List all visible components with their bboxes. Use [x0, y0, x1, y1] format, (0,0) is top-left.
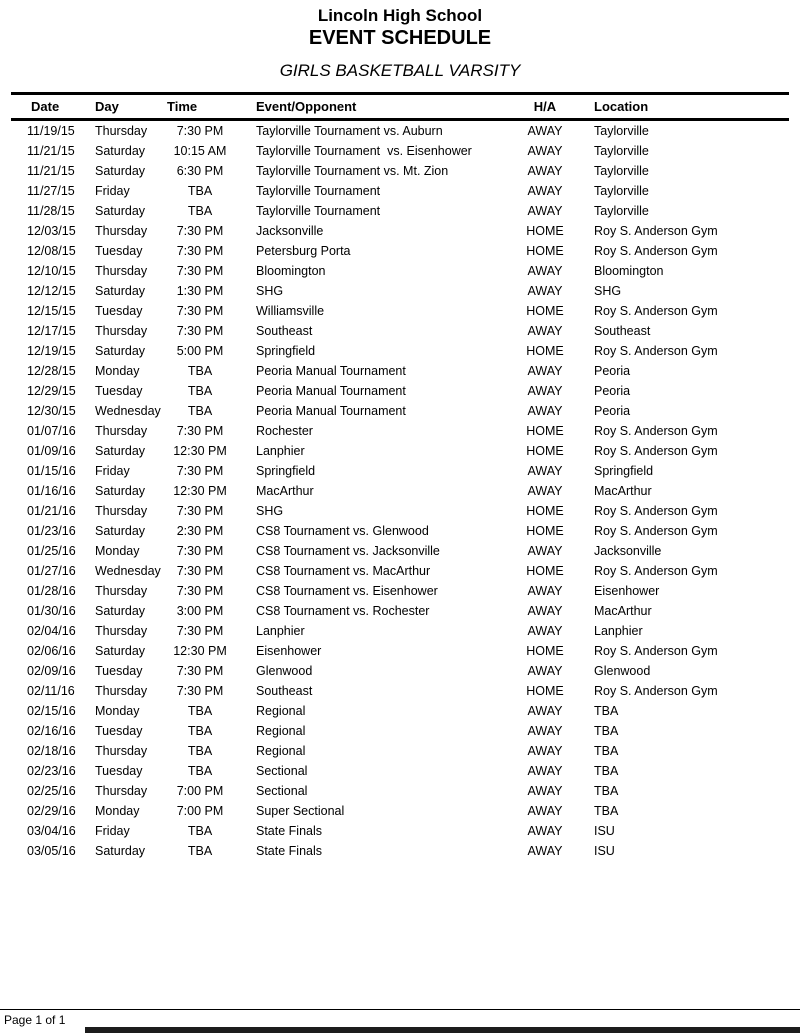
- cell-location: Roy S. Anderson Gym: [594, 523, 718, 538]
- schedule-row: [11, 781, 789, 801]
- cell-location: Roy S. Anderson Gym: [594, 243, 718, 258]
- cell-time: 2:30 PM: [176, 523, 224, 538]
- cell-location: TBA: [594, 703, 619, 718]
- schedule-row: [11, 221, 789, 241]
- column-header-ha: H/A: [509, 93, 581, 119]
- cell-day: Friday: [95, 183, 130, 198]
- cell-ha: AWAY: [527, 623, 563, 638]
- schedule-row: [11, 521, 789, 541]
- cell-day: Monday: [95, 543, 140, 558]
- schedule-row: [11, 421, 789, 441]
- cell-ha: HOME: [526, 423, 564, 438]
- cell-ha: AWAY: [527, 803, 563, 818]
- cell-location: ISU: [594, 843, 615, 858]
- cell-date: 01/07/16: [27, 423, 76, 438]
- cell-time: 7:30 PM: [176, 663, 224, 678]
- schedule-row: [11, 241, 789, 261]
- cell-location: Roy S. Anderson Gym: [594, 503, 718, 518]
- schedule-row: [11, 401, 789, 421]
- cell-day: Thursday: [95, 623, 148, 638]
- cell-location: MacArthur: [594, 603, 652, 618]
- cell-event: Lanphier: [256, 443, 305, 458]
- schedule-row: [11, 681, 789, 701]
- cell-date: 02/16/16: [27, 723, 76, 738]
- cell-ha: HOME: [526, 503, 564, 518]
- cell-time: 5:00 PM: [176, 343, 224, 358]
- schedule-row: [11, 341, 789, 361]
- cell-event: CS8 Tournament vs. Glenwood: [256, 523, 429, 538]
- cell-date: 02/06/16: [27, 643, 76, 658]
- cell-day: Saturday: [95, 483, 146, 498]
- cell-event: CS8 Tournament vs. Eisenhower: [256, 583, 438, 598]
- cell-ha: AWAY: [527, 783, 563, 798]
- column-header-event: Event/Opponent: [241, 93, 509, 119]
- cell-date: 01/16/16: [27, 483, 76, 498]
- column-header-time: Time: [159, 93, 241, 119]
- cell-event: SHG: [256, 503, 284, 518]
- cell-location: Roy S. Anderson Gym: [594, 563, 718, 578]
- cell-location: Peoria: [594, 403, 631, 418]
- cell-location: Taylorville: [594, 203, 649, 218]
- cell-day: Thursday: [95, 503, 148, 518]
- cell-day: Tuesday: [95, 723, 143, 738]
- cell-time: 12:30 PM: [173, 483, 227, 498]
- cell-ha: AWAY: [527, 323, 563, 338]
- schedule-row: [11, 641, 789, 661]
- cell-location: ISU: [594, 823, 615, 838]
- cell-event: Southeast: [256, 323, 313, 338]
- cell-location: SHG: [594, 283, 622, 298]
- cell-event: State Finals: [256, 823, 323, 838]
- cell-ha: AWAY: [527, 823, 563, 838]
- cell-day: Saturday: [95, 603, 146, 618]
- cell-day: Monday: [95, 803, 140, 818]
- cell-ha: HOME: [526, 223, 564, 238]
- schedule-row: [11, 119, 789, 141]
- cell-event: Jacksonville: [256, 223, 324, 238]
- cell-date: 01/28/16: [27, 583, 76, 598]
- table-body: [11, 119, 789, 861]
- cell-location: Glenwood: [594, 663, 651, 678]
- cell-time: TBA: [187, 763, 213, 778]
- cell-date: 01/09/16: [27, 443, 76, 458]
- cell-location: TBA: [594, 763, 619, 778]
- schedule-row: [11, 581, 789, 601]
- cell-location: Peoria: [594, 383, 631, 398]
- cell-ha: AWAY: [527, 283, 563, 298]
- cell-date: 12/29/15: [27, 383, 76, 398]
- team-subtitle: GIRLS BASKETBALL VARSITY: [279, 61, 521, 81]
- cell-time: 7:30 PM: [176, 323, 224, 338]
- schedule-row: [11, 301, 789, 321]
- schedule-row: [11, 621, 789, 641]
- cell-date: 01/15/16: [27, 463, 76, 478]
- cell-time: 7:30 PM: [176, 563, 224, 578]
- cell-day: Monday: [95, 363, 140, 378]
- cell-time: TBA: [187, 183, 213, 198]
- cell-date: 12/12/15: [27, 283, 76, 298]
- cell-location: TBA: [594, 803, 619, 818]
- cell-event: Taylorville Tournament vs. Mt. Zion: [256, 163, 449, 178]
- cell-location: Peoria: [594, 363, 631, 378]
- cell-day: Thursday: [95, 423, 148, 438]
- cell-ha: HOME: [526, 523, 564, 538]
- cell-time: TBA: [187, 703, 213, 718]
- cell-date: 02/15/16: [27, 703, 76, 718]
- cell-date: 02/09/16: [27, 663, 76, 678]
- cell-ha: HOME: [526, 643, 564, 658]
- cell-date: 02/23/16: [27, 763, 76, 778]
- schedule-row: [11, 381, 789, 401]
- cell-location: MacArthur: [594, 483, 652, 498]
- cell-location: Taylorville: [594, 183, 649, 198]
- cell-ha: AWAY: [527, 603, 563, 618]
- page-footer: [0, 1009, 800, 1027]
- cell-ha: AWAY: [527, 403, 563, 418]
- schedule-row: [11, 721, 789, 741]
- cell-location: Roy S. Anderson Gym: [594, 443, 718, 458]
- cell-time: TBA: [187, 363, 213, 378]
- cell-location: Springfield: [594, 463, 654, 478]
- cell-time: 7:00 PM: [176, 783, 224, 798]
- cell-event: Bloomington: [256, 263, 326, 278]
- cell-date: 02/04/16: [27, 623, 76, 638]
- cell-event: Peoria Manual Tournament: [256, 363, 406, 378]
- schedule-row: [11, 541, 789, 561]
- cell-time: TBA: [187, 203, 213, 218]
- table-header: [11, 93, 789, 119]
- schedule-row: [11, 561, 789, 581]
- cell-date: 01/23/16: [27, 523, 76, 538]
- cell-ha: HOME: [526, 443, 564, 458]
- cell-day: Saturday: [95, 443, 146, 458]
- cell-day: Monday: [95, 703, 140, 718]
- schedule-row: [11, 281, 789, 301]
- cell-day: Saturday: [95, 283, 146, 298]
- cell-ha: HOME: [526, 343, 564, 358]
- cell-event: Peoria Manual Tournament: [256, 403, 406, 418]
- cell-day: Saturday: [95, 643, 146, 658]
- cell-date: 12/10/15: [27, 263, 76, 278]
- cell-day: Saturday: [95, 163, 146, 178]
- cell-ha: HOME: [526, 563, 564, 578]
- cell-event: Springfield: [256, 463, 316, 478]
- cell-date: 01/25/16: [27, 543, 76, 558]
- cell-date: 02/18/16: [27, 743, 76, 758]
- cell-ha: AWAY: [527, 183, 563, 198]
- cell-date: 12/03/15: [27, 223, 76, 238]
- cell-event: Williamsville: [256, 303, 325, 318]
- schedule-row: [11, 181, 789, 201]
- cell-day: Saturday: [95, 343, 146, 358]
- schedule-row: [11, 481, 789, 501]
- cell-time: 7:30 PM: [176, 243, 224, 258]
- cell-date: 11/28/15: [27, 203, 75, 218]
- cell-day: Thursday: [95, 743, 148, 758]
- cell-date: 11/27/15: [27, 183, 75, 198]
- cell-event: Taylorville Tournament vs. Auburn: [256, 123, 443, 138]
- page-number: Page 1 of 1: [4, 1013, 66, 1027]
- cell-event: Peoria Manual Tournament: [256, 383, 406, 398]
- schedule-row: [11, 601, 789, 621]
- cell-ha: AWAY: [527, 143, 563, 158]
- cell-event: Sectional: [256, 783, 308, 798]
- cell-time: TBA: [187, 843, 213, 858]
- table-header-row: [11, 93, 789, 119]
- cell-location: Roy S. Anderson Gym: [594, 683, 718, 698]
- column-header-day: Day: [87, 93, 159, 119]
- cell-date: 11/21/15: [27, 143, 75, 158]
- cell-location: Taylorville: [594, 163, 649, 178]
- cell-day: Thursday: [95, 123, 148, 138]
- cell-ha: AWAY: [527, 463, 563, 478]
- cell-date: 03/04/16: [27, 823, 76, 838]
- cell-date: 01/30/16: [27, 603, 76, 618]
- cell-time: 7:30 PM: [176, 543, 224, 558]
- schedule-row: [11, 801, 789, 821]
- cell-location: Roy S. Anderson Gym: [594, 303, 718, 318]
- cell-time: 7:30 PM: [176, 683, 224, 698]
- bottom-edge-bar: [85, 1027, 800, 1033]
- cell-day: Wednesday: [95, 403, 161, 418]
- schedule-table: [11, 92, 789, 861]
- cell-event: Springfield: [256, 343, 316, 358]
- cell-time: 7:30 PM: [176, 583, 224, 598]
- cell-event: Taylorville Tournament: [256, 203, 381, 218]
- cell-event: MacArthur: [256, 483, 314, 498]
- schedule-row: [11, 261, 789, 281]
- schedule-row: [11, 141, 789, 161]
- cell-date: 12/30/15: [27, 403, 76, 418]
- cell-location: Roy S. Anderson Gym: [594, 423, 718, 438]
- schedule-row: [11, 701, 789, 721]
- cell-event: SHG: [256, 283, 284, 298]
- cell-event: Regional: [256, 743, 306, 758]
- schedule-row: [11, 321, 789, 341]
- cell-ha: HOME: [526, 683, 564, 698]
- cell-ha: AWAY: [527, 263, 563, 278]
- school-name: Lincoln High School: [317, 6, 483, 25]
- cell-event: Glenwood: [256, 663, 313, 678]
- cell-day: Tuesday: [95, 243, 143, 258]
- cell-date: 03/05/16: [27, 843, 76, 858]
- cell-date: 02/29/16: [27, 803, 76, 818]
- cell-time: 7:30 PM: [176, 503, 224, 518]
- schedule-row: [11, 361, 789, 381]
- cell-time: 7:30 PM: [176, 423, 224, 438]
- cell-location: Southeast: [594, 323, 651, 338]
- cell-day: Saturday: [95, 523, 146, 538]
- cell-event: CS8 Tournament vs. Jacksonville: [256, 543, 440, 558]
- cell-event: Super Sectional: [256, 803, 345, 818]
- cell-day: Tuesday: [95, 763, 143, 778]
- cell-location: TBA: [594, 783, 619, 798]
- cell-ha: AWAY: [527, 763, 563, 778]
- cell-ha: AWAY: [527, 743, 563, 758]
- schedule-row: [11, 161, 789, 181]
- cell-time: 7:30 PM: [176, 123, 224, 138]
- cell-location: Jacksonville: [594, 543, 662, 558]
- cell-location: Taylorville: [594, 143, 649, 158]
- cell-location: Roy S. Anderson Gym: [594, 643, 718, 658]
- cell-ha: AWAY: [527, 583, 563, 598]
- cell-event: Southeast: [256, 683, 313, 698]
- cell-time: TBA: [187, 383, 213, 398]
- cell-event: Petersburg Porta: [256, 243, 351, 258]
- cell-day: Saturday: [95, 843, 146, 858]
- cell-time: 7:30 PM: [176, 223, 224, 238]
- page-title: EVENT SCHEDULE: [308, 27, 492, 50]
- cell-ha: AWAY: [527, 383, 563, 398]
- cell-ha: AWAY: [527, 843, 563, 858]
- cell-time: 6:30 PM: [176, 163, 224, 178]
- cell-ha: HOME: [526, 303, 564, 318]
- cell-location: TBA: [594, 743, 619, 758]
- cell-time: 7:30 PM: [176, 303, 224, 318]
- schedule-row: [11, 761, 789, 781]
- page-header: [0, 0, 800, 82]
- cell-time: 1:30 PM: [176, 283, 224, 298]
- cell-location: TBA: [594, 723, 619, 738]
- cell-location: Bloomington: [594, 263, 664, 278]
- cell-day: Thursday: [95, 223, 148, 238]
- cell-date: 12/28/15: [27, 363, 76, 378]
- cell-time: TBA: [187, 723, 213, 738]
- cell-event: Taylorville Tournament vs. Eisenhower: [256, 143, 472, 158]
- cell-location: Roy S. Anderson Gym: [594, 343, 718, 358]
- cell-location: Lanphier: [594, 623, 643, 638]
- cell-event: Taylorville Tournament: [256, 183, 381, 198]
- cell-date: 01/21/16: [27, 503, 76, 518]
- cell-ha: AWAY: [527, 203, 563, 218]
- cell-day: Thursday: [95, 683, 148, 698]
- schedule-row: [11, 661, 789, 681]
- column-header-location: Location: [581, 93, 789, 119]
- cell-date: 12/19/15: [27, 343, 76, 358]
- cell-event: Rochester: [256, 423, 313, 438]
- cell-time: 7:30 PM: [176, 463, 224, 478]
- cell-day: Wednesday: [95, 563, 161, 578]
- cell-ha: AWAY: [527, 663, 563, 678]
- cell-ha: HOME: [526, 243, 564, 258]
- cell-date: 12/15/15: [27, 303, 76, 318]
- cell-ha: AWAY: [527, 543, 563, 558]
- cell-day: Friday: [95, 823, 130, 838]
- cell-ha: AWAY: [527, 483, 563, 498]
- cell-ha: AWAY: [527, 123, 563, 138]
- schedule-row: [11, 741, 789, 761]
- cell-ha: AWAY: [527, 363, 563, 378]
- cell-ha: AWAY: [527, 703, 563, 718]
- cell-time: TBA: [187, 403, 213, 418]
- cell-time: 7:00 PM: [176, 803, 224, 818]
- cell-date: 02/25/16: [27, 783, 76, 798]
- cell-ha: AWAY: [527, 163, 563, 178]
- cell-time: TBA: [187, 823, 213, 838]
- cell-event: Eisenhower: [256, 643, 322, 658]
- cell-time: 12:30 PM: [173, 643, 227, 658]
- cell-day: Friday: [95, 463, 130, 478]
- cell-date: 12/08/15: [27, 243, 76, 258]
- schedule-row: [11, 441, 789, 461]
- cell-day: Tuesday: [95, 383, 143, 398]
- cell-date: 02/11/16: [27, 683, 75, 698]
- cell-event: Sectional: [256, 763, 308, 778]
- cell-time: 10:15 AM: [173, 143, 227, 158]
- cell-event: Lanphier: [256, 623, 305, 638]
- cell-location: Roy S. Anderson Gym: [594, 223, 718, 238]
- cell-time: 7:30 PM: [176, 623, 224, 638]
- cell-time: 7:30 PM: [176, 263, 224, 278]
- schedule-row: [11, 461, 789, 481]
- schedule-row: [11, 201, 789, 221]
- cell-date: 12/17/15: [27, 323, 76, 338]
- cell-event: Regional: [256, 703, 306, 718]
- schedule-row: [11, 841, 789, 861]
- cell-location: Eisenhower: [594, 583, 660, 598]
- cell-day: Thursday: [95, 583, 148, 598]
- cell-ha: AWAY: [527, 723, 563, 738]
- cell-day: Tuesday: [95, 303, 143, 318]
- cell-location: Taylorville: [594, 123, 649, 138]
- cell-day: Thursday: [95, 323, 148, 338]
- cell-day: Thursday: [95, 783, 148, 798]
- cell-event: Regional: [256, 723, 306, 738]
- cell-time: 3:00 PM: [176, 603, 224, 618]
- column-header-date: Date: [11, 93, 87, 119]
- cell-day: Thursday: [95, 263, 148, 278]
- cell-date: 11/21/15: [27, 163, 75, 178]
- cell-date: 01/27/16: [27, 563, 76, 578]
- cell-time: TBA: [187, 743, 213, 758]
- cell-event: CS8 Tournament vs. Rochester: [256, 603, 430, 618]
- cell-date: 11/19/15: [27, 123, 75, 138]
- cell-day: Saturday: [95, 203, 146, 218]
- cell-time: 12:30 PM: [173, 443, 227, 458]
- cell-event: State Finals: [256, 843, 323, 858]
- cell-day: Saturday: [95, 143, 146, 158]
- cell-event: CS8 Tournament vs. MacArthur: [256, 563, 431, 578]
- cell-day: Tuesday: [95, 663, 143, 678]
- schedule-row: [11, 821, 789, 841]
- schedule-row: [11, 501, 789, 521]
